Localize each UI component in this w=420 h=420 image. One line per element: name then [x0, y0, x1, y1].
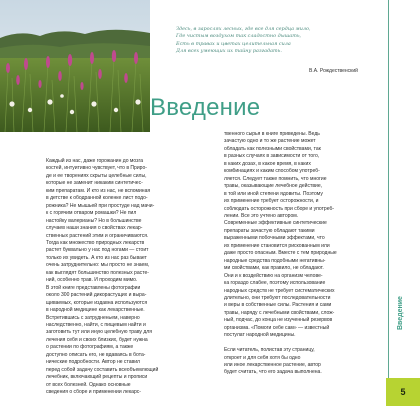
epigraph-line: Здесь, в зарослях лесных, где все для сердца мило, — [176, 26, 311, 32]
text-line: ний, особенно трав. И проходим мимо. — [46, 277, 138, 284]
text-line: Если читатель, полистав эту страницу, — [224, 347, 315, 354]
text-line: будет считать, что его задача выполнена. — [224, 369, 322, 376]
sidebar-rule — [388, 0, 389, 380]
epigraph-line: Для всех умеющих их тайну разгадать. — [176, 47, 282, 54]
text-line: сведения о сборе и применении лекарс- — [46, 389, 141, 396]
text-line: зачастую одно и то же растение может — [224, 138, 316, 145]
text-line: рожника? Не мышьей при простуде над мачи- — [46, 202, 155, 209]
text-line: ный, подчас, до конца не изученный резервов — [224, 317, 333, 324]
text-line: заготовить тут или иную целебную траву для — [46, 329, 152, 336]
text-line: твенного сырья в книге приведены. Ведь — [224, 131, 320, 137]
text-line: травы, оказывающие лечебное действие, — [224, 183, 323, 190]
text-column-right — [224, 131, 354, 377]
text-line: в той или иной степени ядовиты. Поэтому — [224, 190, 323, 197]
epigraph — [176, 26, 366, 55]
text-line: к с горячим отваром ромашки? Не пил — [46, 210, 137, 217]
text-line: от всех болезней. Однако основные — [46, 381, 131, 388]
text-line: ми свойствами, как правило, не обладают. — [224, 265, 324, 272]
text-line: ка гораздо слабее, поэтому использование — [224, 280, 326, 287]
chapter-sidebar — [388, 0, 420, 420]
text-line: их применение становится рискованным или — [224, 242, 330, 249]
text-column-left — [46, 158, 178, 397]
page-number: 5 — [400, 387, 406, 397]
text-line: де и ее творениях скрыты целебные силы, — [46, 172, 147, 179]
text-line: в каких дозах, в какое время, в каких — [224, 160, 311, 167]
text-line: Тогда как множество природных лекарств — [46, 239, 145, 246]
text-line: щиваемых, которые издавна используются — [46, 299, 148, 306]
text-line: В этой книге представлены фотографии — [46, 284, 141, 291]
text-line: или иное лекарственное растение, автор — [224, 362, 321, 369]
text-line: случаев наши знания о свойствах лекар- — [46, 225, 143, 232]
text-line: Они и к воздействию на организм челове- — [224, 272, 323, 279]
text-line: обладать как полезными свойствами, так — [224, 145, 321, 152]
text-line: соблюдать осторожность при сборе и употреб- — [224, 205, 335, 212]
text-line: длительно, они требуют последовательности — [224, 294, 331, 301]
text-line: которые не заменит никаким синтетичес- — [46, 180, 143, 187]
text-line: около 300 растений дикорастущих и выра- — [46, 292, 147, 299]
text-line: нические подробности. Автор не ставил — [46, 359, 140, 366]
text-line: доступно описать его, не вдаваясь в бота- — [46, 351, 146, 358]
text-line: в разных случаях в зависимости от того, — [224, 153, 320, 160]
page-number-box — [386, 378, 420, 406]
sidebar-chapter-label: Введение — [397, 296, 404, 330]
text-line: комбинациях и каким способом употреб- — [224, 168, 320, 175]
meadow-photo — [0, 0, 150, 132]
text-line: лении. Все это учтено автором. — [224, 212, 299, 219]
text-line: костей, интуитивно чувствует, что в Приро- — [46, 165, 147, 172]
text-line: откроет и для себя хотя бы одно — [224, 354, 301, 361]
text-line: как выглядят большинство полезных расте- — [46, 269, 149, 276]
text-line: травы, наряду с лечебными свойствами, слож- — [224, 309, 335, 316]
text-line: ственных растений этим и ограничиваются. — [46, 232, 149, 239]
page-title: Введение — [150, 94, 261, 121]
text-line: выраженными побочными эффектами, что — [224, 235, 325, 242]
text-line: перед собой задачу составить всеобъемлющий — [46, 366, 159, 373]
text-line: настойку валерианы? Но в большинстве — [46, 217, 142, 224]
text-line: очень затруднительно: мы просто не знаем, — [46, 262, 150, 269]
text-line: ляется. Следует также помнить, что многие — [224, 175, 327, 182]
text-line: постулат народной медицины. — [224, 332, 296, 339]
text-line: ким препаратам. И кто из нас, не вспоминая — [46, 187, 151, 194]
epigraph-line: Где чистым воздухом так сладостно дышать, — [176, 33, 302, 40]
text-line: растет буквально у нас под ногами — стоит — [46, 247, 149, 254]
text-line: препараты зачастую обладают такими — [224, 227, 315, 234]
text-line: в народной медицине как лекарственные. — [46, 307, 145, 314]
text-line: и веры в собственные силы. Растения и сами — [224, 302, 332, 309]
epigraph-line: Есть в травах и цветах целительная сила — [176, 40, 291, 47]
text-line: их применение требует осторожности, и — [224, 198, 319, 205]
text-line: в детстве к ободранной коленке лист подо- — [46, 195, 148, 202]
text-line: только их увидеть. А кто из нас раз бывает — [46, 254, 147, 261]
text-line: наследственно, найти, с пищевым найти и — [46, 321, 146, 328]
epigraph-author: В.А. Рождественский — [309, 68, 358, 74]
text-line — [224, 340, 354, 347]
text-line: организма. «Помоги себе сам» — известный — [224, 324, 330, 331]
text-line: даже просто опасным. Вместе с тем природные — [224, 250, 337, 257]
text-line: лечения себя и своих близких, будет нужна — [46, 336, 148, 343]
text-line: народных средств не требует систематических — [224, 287, 335, 294]
text-line: Современные эффективные синтетические — [224, 220, 327, 227]
text-line: о растении по фотографиям, а также — [46, 344, 134, 351]
text-line: Каждый из нас, даже горожанин до мозга — [46, 158, 144, 164]
text-line: лечебник, включающий рецепты и прописи — [46, 374, 148, 381]
text-line: народные средства подобными негативны- — [224, 257, 326, 264]
text-line: Встретившись с затрудненьем, наверно — [46, 314, 140, 321]
